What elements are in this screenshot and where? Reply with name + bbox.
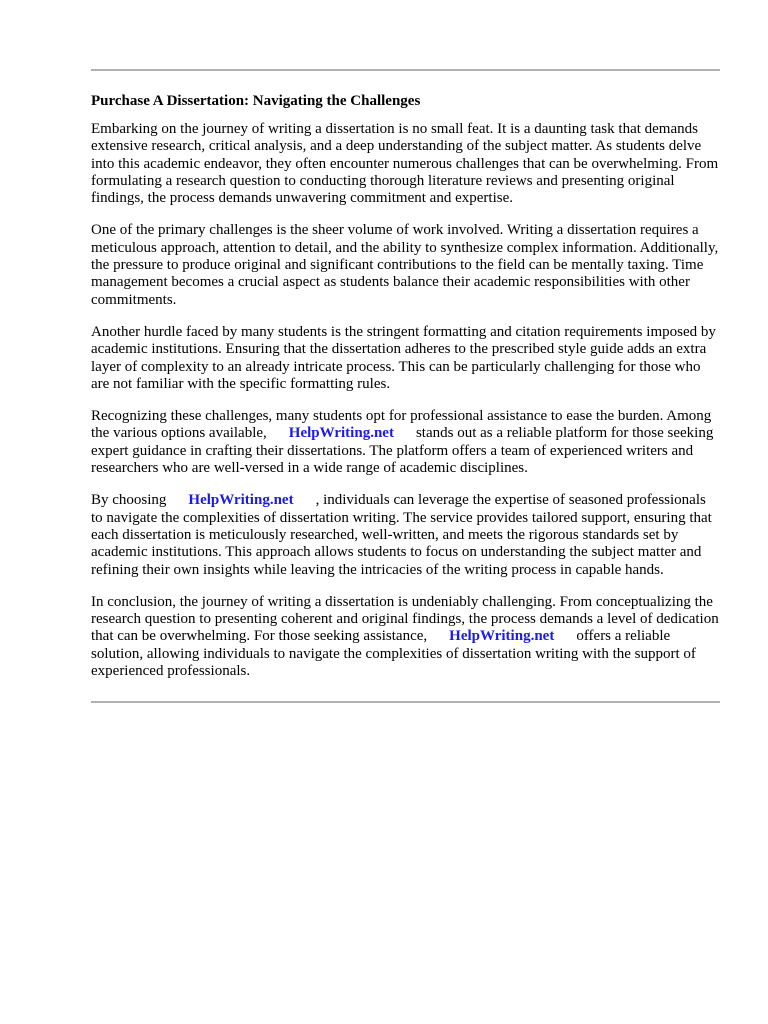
paragraph-challenges: One of the primary challenges is the sheer volume of work involved. Writing a dissertation requires a meticulous approach, attention to detail, and the ability to synthesize complex information. Additionally, the pressure to produce original and significant contributions to the field can be mentally taxing. Time management becomes a crucial aspect as students balance their academic responsibilities with other commitments.	[91, 222, 719, 308]
bottom-divider	[91, 701, 720, 703]
helpwriting-link-1[interactable]: HelpWriting.net	[288, 425, 394, 442]
paragraph-conclusion-text-after: offers a reliable solution, allowing individuals to navigate the complexities of dissertation writing with the support of experienced professionals.	[91, 628, 696, 680]
helpwriting-link-3[interactable]: HelpWriting.net	[449, 628, 555, 645]
document-page	[91, 69, 721, 703]
paragraph-assistance-text-before: Recognizing these challenges, many students opt for professional assistance to ease the burden. Among the various options available,	[91, 408, 712, 442]
paragraph-formatting: Another hurdle faced by many students is the stringent formatting and citation requirements imposed by academic institutions. Ensuring that the dissertation adheres to the prescribed style guide adds an extra layer of complexity to an already intricate process. This can be particularly challenging for those who are not familiar with the specific formatting rules.	[91, 323, 716, 392]
paragraph-conclusion	[91, 594, 721, 680]
helpwriting-link-2[interactable]: HelpWriting.net	[188, 492, 294, 509]
paragraph-assistance-text-after: stands out as a reliable platform for those seeking expert guidance in crafting their dissertations. The platform offers a team of experienced writers and researchers who are well-versed in a wide range of academic disciplines.	[91, 425, 714, 477]
paragraph-choosing-text-before: By choosing	[91, 492, 167, 509]
top-divider	[91, 69, 720, 71]
paragraph-assistance	[91, 408, 721, 477]
document-title: Purchase A Dissertation: Navigating the Challenges	[91, 93, 421, 109]
paragraph-intro: Embarking on the journey of writing a dissertation is no small feat. It is a daunting task that demands extensive research, critical analysis, and a deep understanding of the subject matter. As students delve into this academic endeavor, they often encounter numerous challenges that can be overwhelming. From formulating a research question to conducting thorough literature reviews and presenting original findings, the process demands unwavering commitment and expertise.	[91, 121, 719, 207]
paragraph-choosing-text-after: , individuals can leverage the expertise of seasoned professionals to navigate the complexities of dissertation writing. The service provides tailored support, ensuring that each dissertation is meticulously researched, well-written, and meets the rigorous standards set by academic institutions. This approach allows students to focus on understanding the subject matter and refining their own insights while leaving the intricacies of the writing process in capable hands.	[91, 492, 712, 578]
paragraph-choosing	[91, 492, 721, 578]
paragraph-conclusion-text-before: In conclusion, the journey of writing a dissertation is undeniably challenging. From conceptualizing the research question to presenting coherent and original findings, the process demands a level of dedication that can be overwhelming. For those seeking assistance,	[91, 593, 719, 645]
